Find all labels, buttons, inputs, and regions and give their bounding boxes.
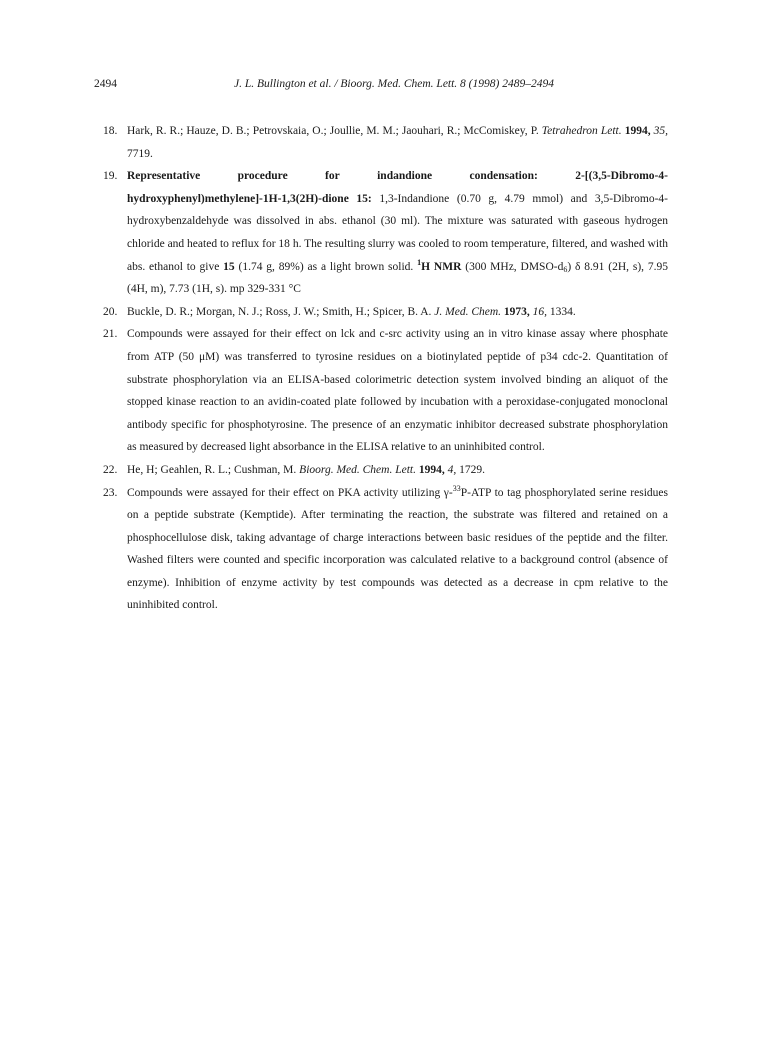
reference-number: 20. bbox=[103, 305, 118, 318]
nmr-label: H NMR bbox=[421, 260, 462, 273]
reference-19 bbox=[103, 165, 668, 301]
page-header bbox=[94, 76, 694, 92]
reference-text: P-ATP to tag phosphorylated serine residues on a peptide substrate (Kemptide). After terminating the reaction, the substrate was filtered and retained on a phosphocellulose disk, taking advantage of charge interactions between basic residues of the peptide and the filter. Washed filters were counted and specific incorporation was calculated relative to a background control (absence of enzyme). Inhibition of enzyme activity by test compounds was detected as a decrease in cpm relative to the uninhibited control. bbox=[127, 486, 668, 612]
compound-name: hydroxyphenyl)methylene]-1H-1,3(2H)-dione 15: bbox=[127, 192, 372, 205]
reference-journal: Tetrahedron Lett. bbox=[541, 125, 622, 137]
heading-word: Representative bbox=[127, 170, 201, 183]
nmr-superscript: 1 bbox=[417, 257, 422, 267]
nmr-text: (300 MHz, DMSO-d bbox=[461, 260, 564, 273]
reference-text: Compounds were assayed for their effect on lck and c-src activity using an in vitro kinase assay where phosphate from ATP (50 μM) was transferred to tyrosine residues on a biotinylated peptide of p34 cdc-2. Quantitation of substrate phosphorylation via an ELISA-based colorimetric detection system involved binding an aliquot of the stopped kinase reaction to an avidin-coated plate followed by incubation with a peroxidase-conjugated monoclonal antibody specific for phosphotyrosine. The presence of an enzymatic inhibitor decreased substrate phosphorylation as measured by decreased light absorbance in the ELISA relative to an uninhibited control. bbox=[127, 328, 668, 454]
reference-21 bbox=[103, 323, 668, 459]
isotope-superscript: 33 bbox=[452, 483, 461, 493]
reference-18 bbox=[103, 120, 668, 165]
reference-number: 23. bbox=[103, 486, 118, 499]
reference-year: 1994, bbox=[624, 125, 651, 137]
heading-word: 2-[(3,5-Dibromo-4- bbox=[575, 170, 668, 183]
heading-word: for bbox=[325, 170, 340, 183]
reference-pages: 7719. bbox=[127, 147, 153, 160]
reference-23 bbox=[103, 482, 668, 618]
nmr-subscript: 6 bbox=[563, 264, 568, 274]
procedure-text: (1.74 g, 89%) as a light brown solid. bbox=[234, 260, 418, 273]
reference-volume: 35, bbox=[653, 125, 668, 137]
reference-authors: Hark, R. R.; Hauze, D. B.; Petrovskaia, O.; Joullie, M. M.; Jaouhari, R.; McComiskey, P. bbox=[127, 125, 539, 137]
reference-pages: 1729. bbox=[459, 463, 485, 476]
procedure-text: 1,3-Indandione (0.70 g, 4.79 mmol) and 3,5-Dibromo-4-hydroxybenzaldehyde was dissolved in abs. ethanol (30 ml). The mixture was saturated with gaseous hydrogen chloride and heated to reflux for 18 h. The resulting slurry was cooled to room temperature, filtered, and washed with abs. ethanol to give bbox=[127, 192, 668, 273]
reference-number: 21. bbox=[103, 328, 118, 341]
reference-year: 1973, bbox=[503, 305, 530, 318]
reference-number: 19. bbox=[103, 170, 118, 183]
heading-word: procedure bbox=[237, 170, 288, 183]
heading-word: condensation: bbox=[469, 170, 538, 183]
page-number: 2494 bbox=[94, 78, 117, 90]
reference-20 bbox=[103, 301, 668, 324]
running-head: J. L. Bullington et al. / Bioorg. Med. Chem. Lett. 8 (1998) 2489–2494 bbox=[234, 78, 554, 90]
reference-journal: J. Med. Chem. bbox=[434, 305, 502, 318]
compound-number: 15 bbox=[223, 260, 235, 273]
reference-authors: He, H; Geahlen, R. L.; Cushman, M. bbox=[127, 463, 297, 476]
heading-word: indandione bbox=[377, 170, 433, 183]
procedure-heading bbox=[127, 165, 668, 188]
reference-year: 1994, bbox=[418, 463, 445, 476]
reference-22 bbox=[103, 459, 668, 482]
references-list bbox=[103, 120, 668, 617]
reference-text: Compounds were assayed for their effect on PKA activity utilizing γ- bbox=[127, 486, 453, 499]
nmr-text: ) δ 8.91 (2H, s), 7.95 (4H, m), 7.73 (1H, s). mp 329-331 °C bbox=[127, 260, 668, 296]
reference-pages: 1334. bbox=[549, 305, 576, 318]
reference-volume: 4, bbox=[447, 463, 457, 476]
reference-number: 18. bbox=[103, 125, 118, 137]
reference-authors: Buckle, D. R.; Morgan, N. J.; Ross, J. W.; Smith, H.; Spicer, B. A. bbox=[127, 305, 432, 318]
reference-number: 22. bbox=[103, 463, 118, 476]
reference-volume: 16, bbox=[532, 305, 548, 318]
reference-journal: Bioorg. Med. Chem. Lett. bbox=[299, 463, 416, 476]
procedure-body bbox=[127, 188, 668, 301]
